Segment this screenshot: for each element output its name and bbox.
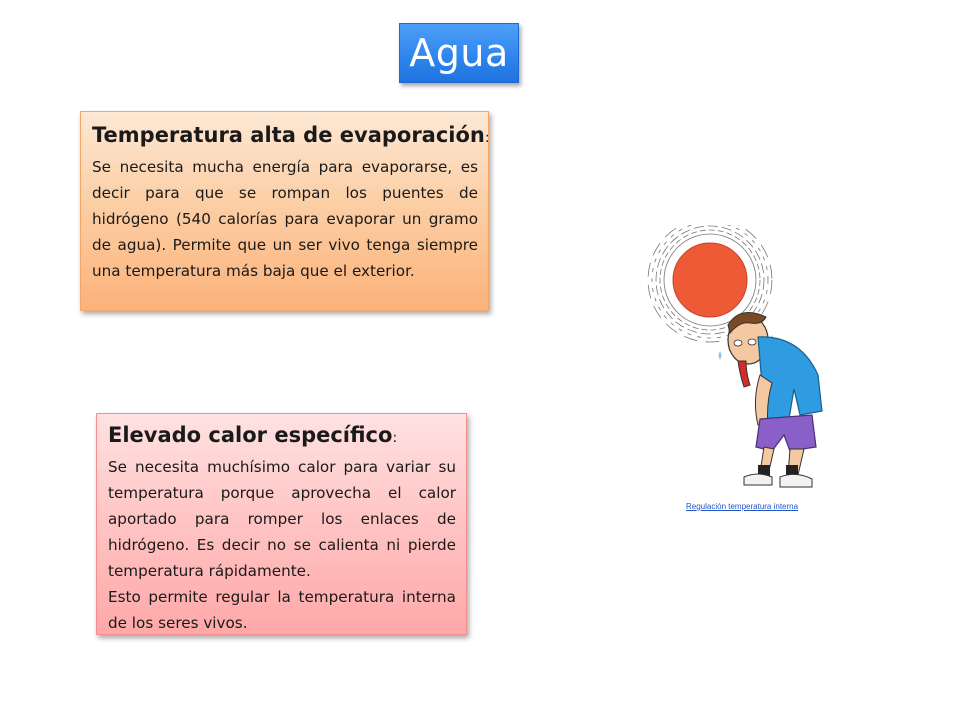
evaporation-heading-text: Temperatura alta de evaporación [92, 123, 485, 147]
specific-heat-body-1: Se necesita muchísimo calor para variar su temperatura porque aprovecha el calor aportado para romper los enlaces de hidrógeno. Es decir no se calienta ni pierde temperatura rápidamente. [108, 458, 456, 580]
specific-heat-body-2: Esto permite regular la temperatura interna de los seres vivos. [108, 588, 456, 632]
specific-heat-heading-text: Elevado calor específico [108, 423, 393, 447]
illustration-caption-link[interactable]: Regulación temperatura interna [686, 502, 799, 511]
specific-heat-heading-colon: : [392, 430, 398, 446]
overheated-man-illustration [640, 225, 830, 500]
shorts-icon [756, 415, 816, 451]
specific-heat-heading [108, 422, 456, 451]
specific-heat-card [96, 413, 467, 635]
sun-icon [673, 243, 747, 317]
evaporation-body: Se necesita mucha energía para evaporarse, es decir para que se rompan los puentes de hidrógeno (540 calorías para evaporar un gramo de agua). Permite que un ser vivo tenga siempre una temperatura más baja que el exterior. [92, 158, 478, 280]
evaporation-card [80, 111, 489, 311]
page-title: Agua [409, 31, 509, 75]
evaporation-heading [92, 122, 490, 151]
title-box [399, 23, 519, 83]
evaporation-heading-colon: : [484, 130, 490, 146]
